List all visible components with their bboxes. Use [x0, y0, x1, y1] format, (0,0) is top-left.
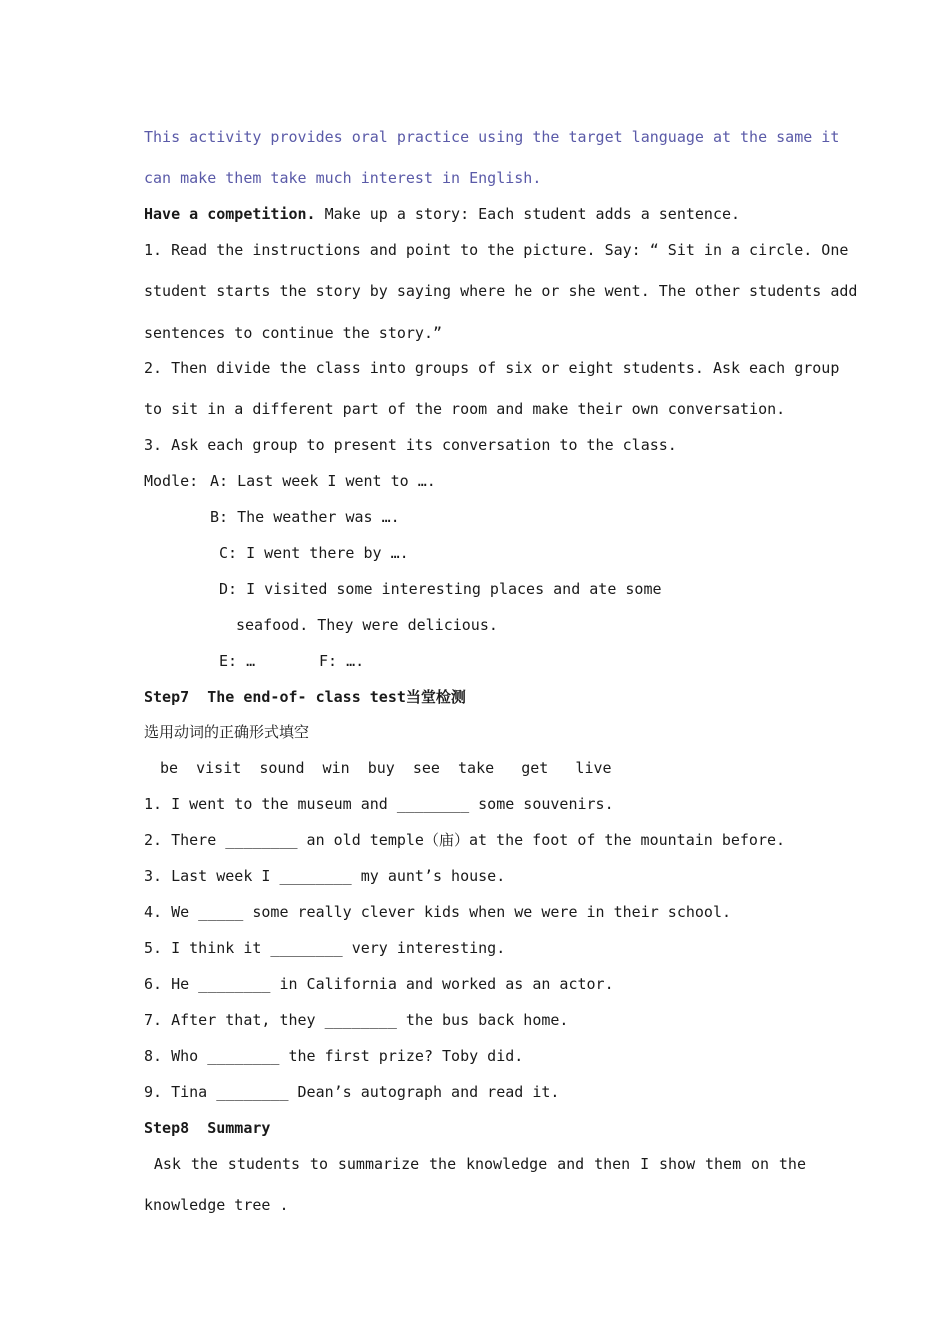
- step7-title-cn: 当堂检测: [405, 688, 466, 706]
- step7-title: Step7 The end-of- class test: [144, 688, 406, 706]
- instruction-1c: sentences to continue the story.”: [144, 324, 443, 342]
- instruction-2a: 2. Then divide the class into groups of six or eight students. Ask each group: [144, 359, 840, 377]
- intro-line-2: can make them take much interest in English.: [144, 169, 542, 187]
- instruction-3: 3. Ask each group to present its conversation to the class.: [144, 436, 677, 454]
- competition-desc: Make up a story: Each student adds a sentence.: [315, 205, 741, 223]
- model-line-e: E: …: [219, 652, 256, 670]
- competition-title: Have a competition.: [144, 205, 316, 223]
- model-line-d2: seafood. They were delicious.: [236, 616, 498, 634]
- step8-title: Step8 Summary: [144, 1119, 271, 1137]
- model-line-d1: D: I visited some interesting places and ate some: [219, 580, 662, 598]
- model-line-c: C: I went there by ….: [219, 544, 409, 562]
- step7-heading: [144, 687, 466, 707]
- instruction-1b: student starts the story by saying where he or she went. The other students add: [144, 282, 858, 300]
- model-line-a: A: Last week I went to ….: [210, 472, 436, 490]
- competition-line: [144, 204, 740, 224]
- word-bank: be visit sound win buy see take get live: [160, 759, 612, 777]
- question-3: 3. Last week I ________ my aunt’s house.: [144, 867, 506, 885]
- model-label: Modle:: [144, 472, 199, 490]
- instruction-1a: 1. Read the instructions and point to the picture. Say: “ Sit in a circle. One: [144, 241, 849, 259]
- model-line-f: F: ….: [319, 652, 365, 670]
- intro-line-1: This activity provides oral practice using the target language at the same it: [144, 128, 840, 146]
- question-2: 2. There ________ an old temple（庙）at the foot of the mountain before.: [144, 831, 786, 849]
- step8-line-2: knowledge tree .: [144, 1196, 289, 1214]
- question-6: 6. He ________ in California and worked as an actor.: [144, 975, 614, 993]
- question-8: 8. Who ________ the first prize? Toby did.: [144, 1047, 524, 1065]
- question-4: 4. We _____ some really clever kids when we were in their school.: [144, 903, 731, 921]
- question-9: 9. Tina ________ Dean’s autograph and read it.: [144, 1083, 560, 1101]
- instruction-2b: to sit in a different part of the room and make their own conversation.: [144, 400, 786, 418]
- step8-line-1: Ask the students to summarize the knowledge and then I show them on the: [144, 1155, 806, 1173]
- question-1: 1. I went to the museum and ________ some souvenirs.: [144, 795, 614, 813]
- model-line-b: B: The weather was ….: [210, 508, 400, 526]
- question-7: 7. After that, they ________ the bus back home.: [144, 1011, 569, 1029]
- question-5: 5. I think it ________ very interesting.: [144, 939, 506, 957]
- step7-instruction: 选用动词的正确形式填空: [144, 723, 310, 741]
